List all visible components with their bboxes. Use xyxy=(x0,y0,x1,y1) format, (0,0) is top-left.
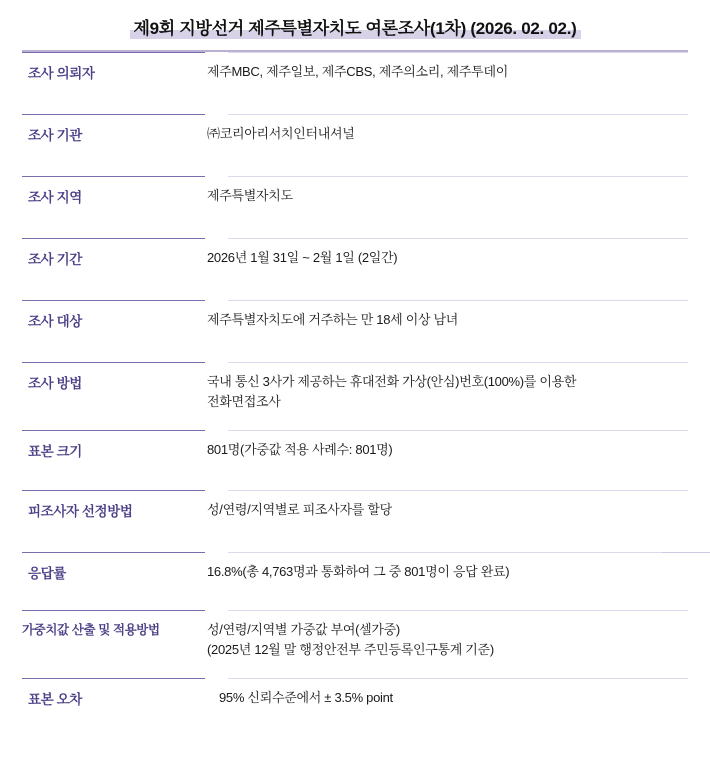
row-value xyxy=(205,300,710,340)
label-column-rule xyxy=(208,430,209,490)
page-title-text: 제9회 지방선거 제주특별자치도 여론조사(1차) (2026. 02. 02.) xyxy=(133,19,577,38)
row-value xyxy=(205,678,710,718)
table-row xyxy=(0,238,710,300)
page-title xyxy=(130,18,581,40)
row-label: 조사 의뢰자 xyxy=(28,66,95,82)
label-column-rule xyxy=(208,490,209,552)
table-row xyxy=(0,490,710,552)
table-row xyxy=(0,678,710,726)
row-value xyxy=(205,610,710,670)
row-value xyxy=(205,362,710,422)
row-value-line: 제주특별자치도에 거주하는 만 18세 이상 남녀 xyxy=(207,312,459,328)
table-row xyxy=(0,300,710,362)
row-value xyxy=(205,52,710,92)
label-column-rule xyxy=(208,300,209,362)
row-value-line: 801명(가중값 적용 사례수: 801명) xyxy=(207,442,393,458)
table-row xyxy=(0,552,710,610)
label-column-rule xyxy=(208,362,209,430)
label-column-rule xyxy=(208,114,209,176)
table-row xyxy=(0,52,710,114)
edge-artifact-line xyxy=(662,552,710,553)
table-row xyxy=(0,362,710,430)
label-column-rule xyxy=(208,176,209,238)
row-value-line: ㈜코리아리서치인터내셔널 xyxy=(207,126,355,142)
row-value-line: 제주특별자치도 xyxy=(207,188,293,204)
row-label: 조사 지역 xyxy=(28,190,82,206)
table-row xyxy=(0,610,710,678)
row-value-line: 2026년 1월 31일 ~ 2월 1일 (2일간) xyxy=(207,250,398,266)
row-value-line: 전화면접조사 xyxy=(207,394,281,410)
row-value-line: 16.8%(총 4,763명과 통화하여 그 중 801명이 응답 완료) xyxy=(207,564,510,580)
table-row xyxy=(0,176,710,238)
row-label: 조사 기관 xyxy=(28,128,82,144)
survey-info-table xyxy=(0,52,710,726)
row-value-line: 제주MBC, 제주일보, 제주CBS, 제주의소리, 제주투데이 xyxy=(207,64,508,80)
row-value-line: 성/연령/지역별 가중값 부여(셀가중) xyxy=(207,622,400,638)
row-value xyxy=(205,552,710,592)
row-label: 표본 크기 xyxy=(28,444,82,460)
row-value xyxy=(205,430,710,470)
row-value xyxy=(205,114,710,154)
document-title-block xyxy=(0,0,710,52)
row-value-line: 성/연령/지역별로 피조사자를 할당 xyxy=(207,502,392,518)
row-value-line: 국내 통신 3사가 제공하는 휴대전화 가상(안심)번호(100%)를 이용한 xyxy=(207,374,577,390)
table-row xyxy=(0,430,710,490)
row-value xyxy=(205,238,710,278)
row-label: 조사 대상 xyxy=(28,314,82,330)
label-column-rule xyxy=(208,610,209,678)
row-value xyxy=(205,176,710,216)
row-value-line: (2025년 12월 말 행정안전부 주민등록인구통계 기준) xyxy=(207,642,494,658)
table-row xyxy=(0,114,710,176)
row-label: 응답률 xyxy=(28,566,66,582)
row-value xyxy=(205,490,710,530)
row-value-line: 95% 신뢰수준에서 ± 3.5% point xyxy=(219,690,393,706)
row-label: 피조사자 선정방법 xyxy=(28,504,133,520)
row-label: 표본 오차 xyxy=(28,692,82,708)
label-column-rule xyxy=(208,552,209,610)
row-label: 조사 기간 xyxy=(28,252,82,268)
label-column-rule xyxy=(208,52,209,114)
label-column-rule xyxy=(208,238,209,300)
row-label: 조사 방법 xyxy=(28,376,82,392)
row-label: 가중치값 산출 및 적용방법 xyxy=(22,623,160,638)
label-column-rule xyxy=(208,678,209,726)
